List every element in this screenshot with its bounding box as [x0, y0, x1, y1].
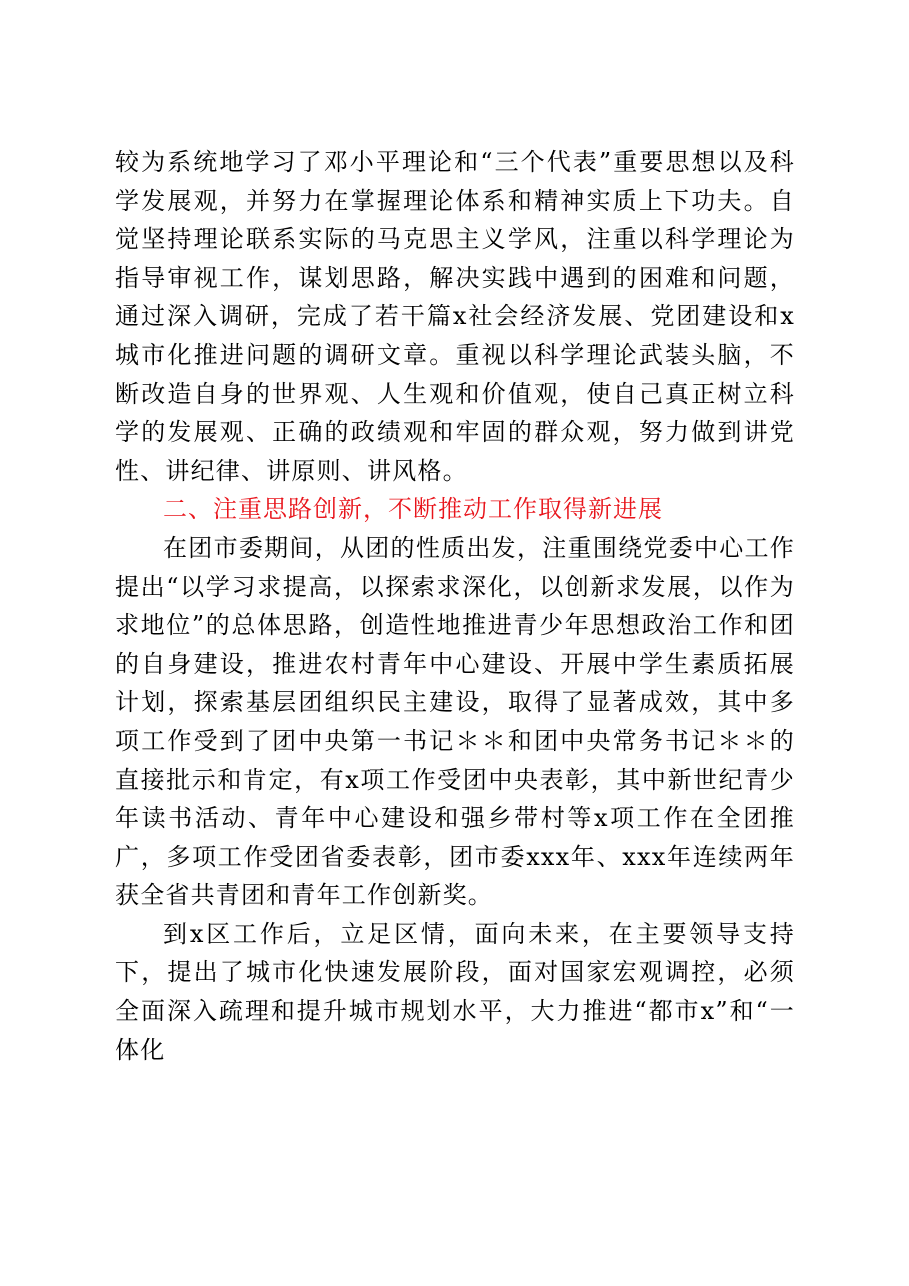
- section-heading-2: 二、注重思路创新，不断推动工作取得新进展: [163, 495, 663, 524]
- paragraph-3: 到x区工作后，立足区情，面向未来，在主要领导支持下，提出了城市化快速发展阶段，面对国家宏观调控，必须全面深入疏理和提升城市规划水平，大力推进“都市x”和“一体化: [115, 919, 795, 1064]
- document-body: [115, 143, 795, 1069]
- paragraph-2: 在团市委期间，从团的性质出发，注重围绕党委中心工作提出“以学习求提高，以探索求深化，以创新求发展，以作为求地位”的总体思路，创造性地推进青少年思想政治工作和团的自身建设，推进农村青年中心建设、开展中学生素质拓展计划，探索基层团组织民主建设，取得了显著成效，其中多项工作受到了团中央第一书记＊＊和团中央常务书记＊＊的直接批示和肯定，有x项工作受团中央表彰，其中新世纪青少年读书活动、青年中心建设和强乡带村等x项工作在全团推广，多项工作受团省委表彰，团市委xxx年、xxx年连续两年获全省共青团和青年工作创新奖。: [115, 533, 795, 910]
- paragraph-1: 较为系统地学习了邓小平理论和“三个代表”重要思想以及科学发展观，并努力在掌握理论体系和精神实质上下功夫。自觉坚持理论联系实际的马克思主义学风，注重以科学理论为指导审视工作，谋划思路，解决实践中遇到的困难和问题，通过深入调研，完成了若干篇x社会经济发展、党团建设和x城市化推进问题的调研文章。重视以科学理论武装头脑，不断改造自身的世界观、人生观和价值观，使自己真正树立科学的发展观、正确的政绩观和牢固的群众观，努力做到讲党性、讲纪律、讲原则、讲风格。: [115, 148, 795, 485]
